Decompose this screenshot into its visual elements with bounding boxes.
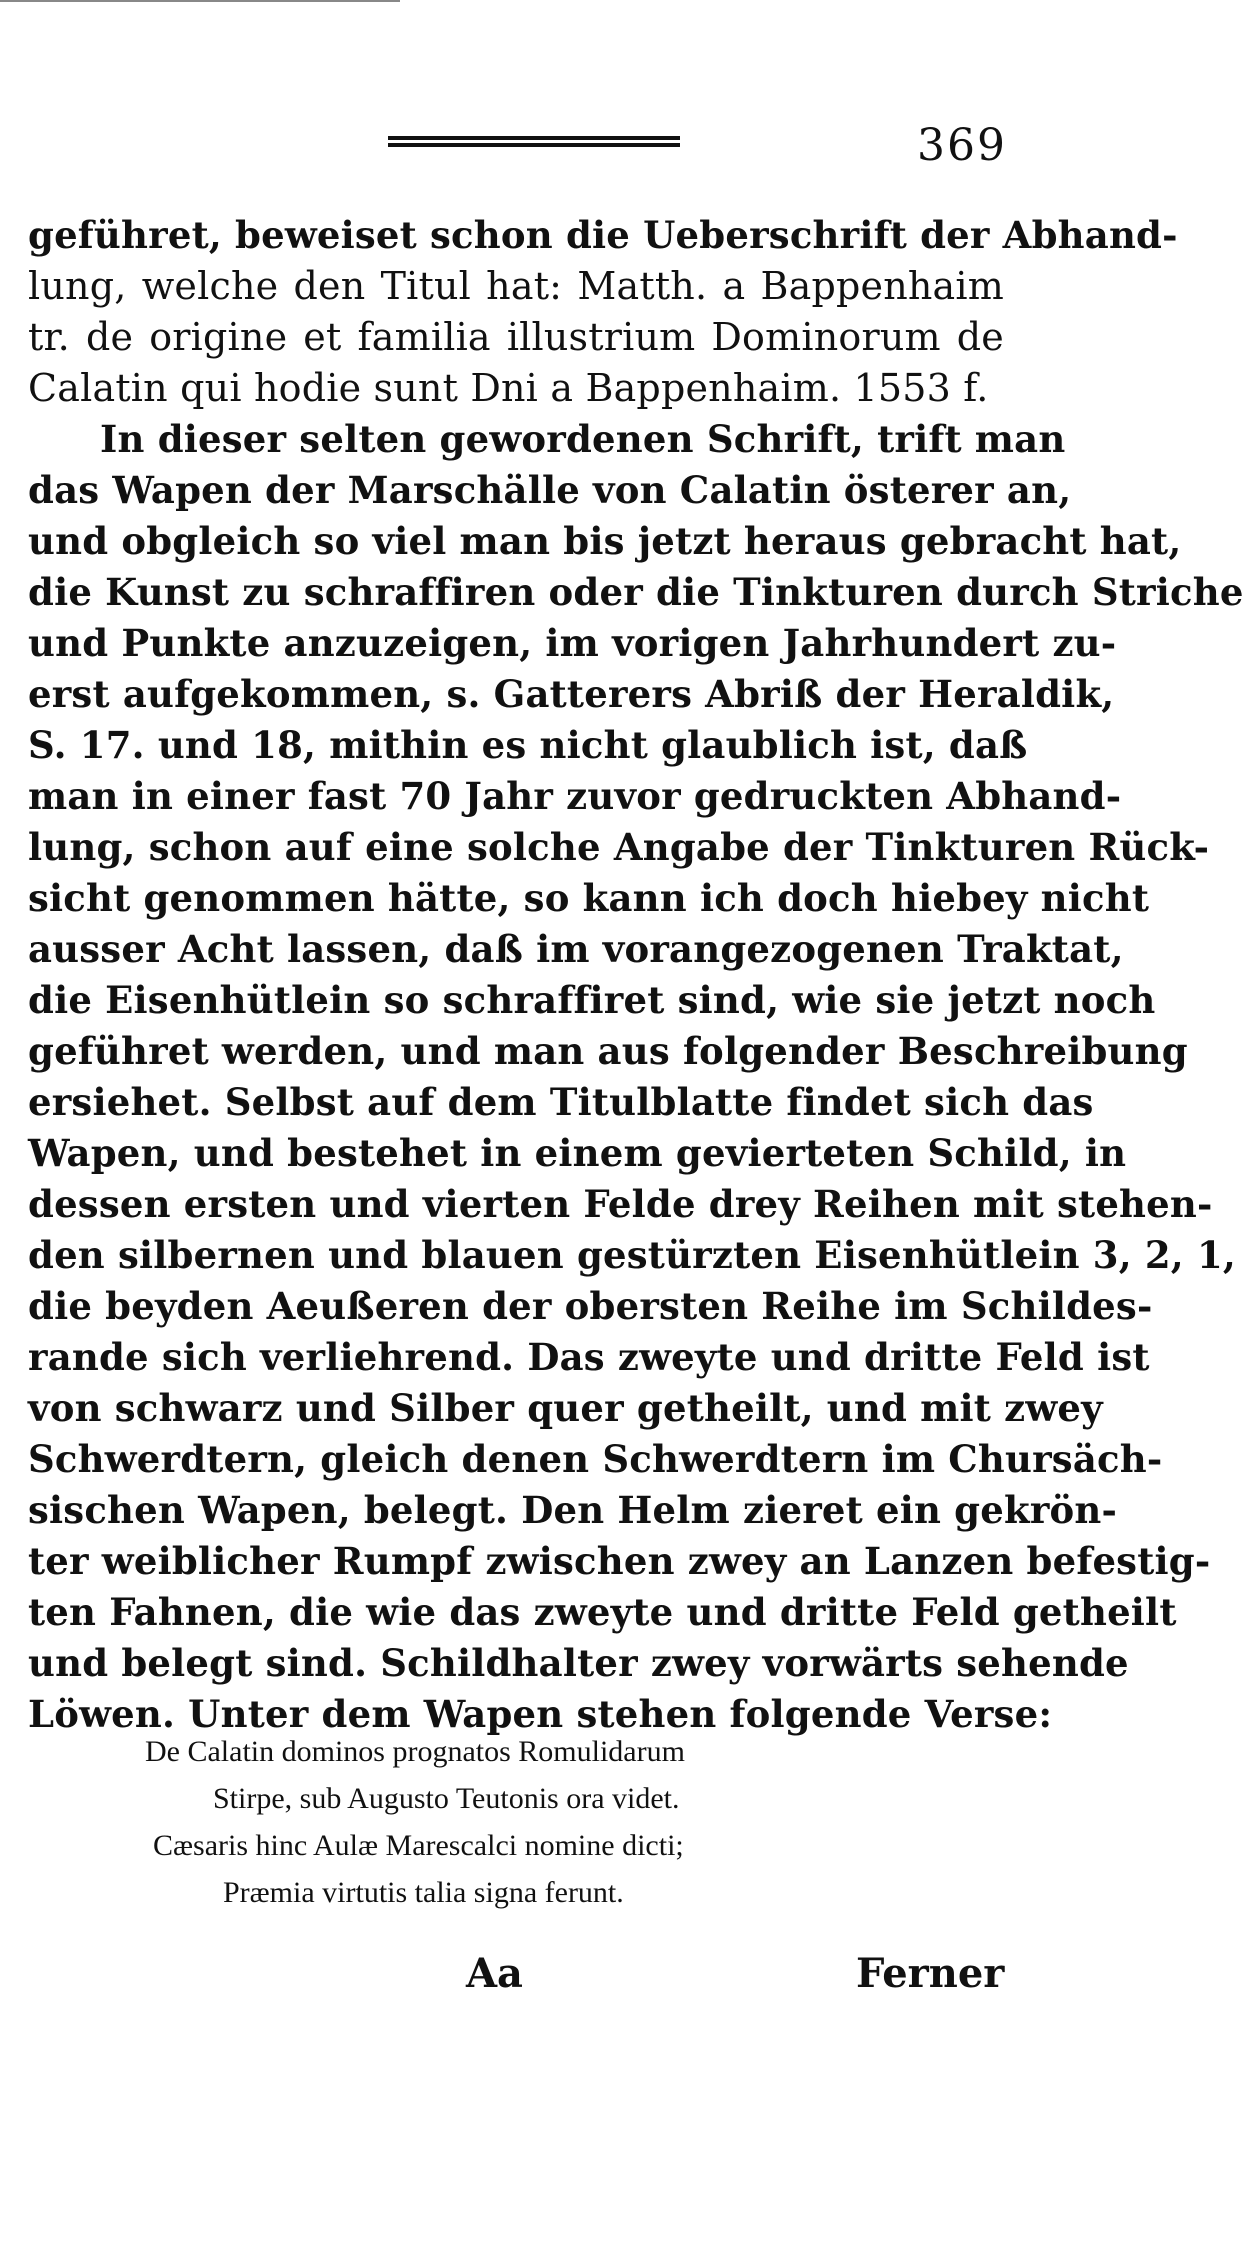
text-line: erst aufgekommen, s. Gatterers Abriß der Heraldik, (28, 672, 1115, 716)
text-line: rande sich verliehrend. Das zweyte und dritte Feld ist (28, 1335, 1150, 1379)
text-line: die beyden Aeußeren der obersten Reihe im Schildes- (28, 1284, 1153, 1328)
page-edge-line (0, 0, 400, 2)
latin-verses (145, 1728, 865, 1916)
text-line: das Wapen der Marschälle von Calatin österer an, (28, 468, 1072, 512)
text-line: Löwen. Unter dem Wapen stehen folgende Verse: (28, 1692, 1053, 1736)
text-line: ersiehet. Selbst auf dem Titulblatte findet sich das (28, 1080, 1094, 1124)
text-line: die Kunst zu schraffiren oder die Tinkturen durch Striche (28, 570, 1244, 614)
text-line: S. 17. und 18, mithin es nicht glaublich ist, daß (28, 723, 1028, 767)
text-line: tr. de origine et familia illustrium Dominorum de (28, 315, 1004, 359)
text-line: ausser Acht lassen, daß im vorangezogenen Traktat, (28, 927, 1124, 971)
text-line: den silbernen und blauen gestürzten Eisenhütlein 3, 2, 1, (28, 1233, 1236, 1277)
verse-line: Stirpe, sub Augusto Teutonis ora videt. (213, 1782, 680, 1815)
text-line: sicht genommen hätte, so kann ich doch hiebey nicht (28, 876, 1150, 920)
text-line: geführet, beweiset schon die Ueberschrift der Abhand- (28, 213, 1178, 257)
text-line: und obgleich so viel man bis jetzt heraus gebracht hat, (28, 519, 1182, 563)
text-line: von schwarz und Silber quer getheilt, und mit zwey (28, 1386, 1103, 1430)
verse-line: Præmia virtutis talia signa ferunt. (223, 1876, 624, 1909)
text-line: Wapen, und bestehet in einem gevierteten Schild, in (28, 1131, 1127, 1175)
text-line: und belegt sind. Schildhalter zwey vorwärts sehende (28, 1641, 1129, 1685)
page-number: 369 (917, 120, 1007, 171)
text-line: ter weiblicher Rumpf zwischen zwey an Lanzen befestig- (28, 1539, 1211, 1583)
text-line: lung, schon auf eine solche Angabe der Tinkturen Rück- (28, 825, 1210, 869)
signature-mark: Aa (466, 1950, 523, 1997)
text-line: geführet werden, und man aus folgender Beschreibung (28, 1029, 1188, 1073)
text-line: sischen Wapen, belegt. Den Helm zieret ein gekrön- (28, 1488, 1118, 1532)
catchword: Ferner (856, 1950, 1005, 1997)
text-line: dessen ersten und vierten Felde drey Reihen mit stehen- (28, 1182, 1213, 1226)
text-line: man in einer fast 70 Jahr zuvor gedruckten Abhand- (28, 774, 1122, 818)
text-line: In dieser selten gewordenen Schrift, trift man (100, 417, 1066, 461)
header-rule-line-upper (388, 136, 680, 140)
text-line: Schwerdtern, gleich denen Schwerdtern im Chursäch- (28, 1437, 1163, 1481)
text-line: die Eisenhütlein so schraffiret sind, wie sie jetzt noch (28, 978, 1156, 1022)
body-text (28, 210, 1244, 1740)
text-line: und Punkte anzuzeigen, im vorigen Jahrhundert zu- (28, 621, 1117, 665)
text-line: lung, welche den Titul hat: Matth. a Bappenhaim (28, 264, 1004, 308)
text-line: Calatin qui hodie sunt Dni a Bappenhaim. 1553 f. (28, 366, 989, 410)
header-rule-line-lower (388, 143, 680, 147)
text-line: ten Fahnen, die wie das zweyte und dritte Feld getheilt (28, 1590, 1177, 1634)
header-rule (388, 136, 680, 148)
verse-line: De Calatin dominos prognatos Romulidarum (145, 1735, 685, 1768)
verse-line: Cæsaris hinc Aulæ Marescalci nomine dicti; (153, 1829, 684, 1862)
